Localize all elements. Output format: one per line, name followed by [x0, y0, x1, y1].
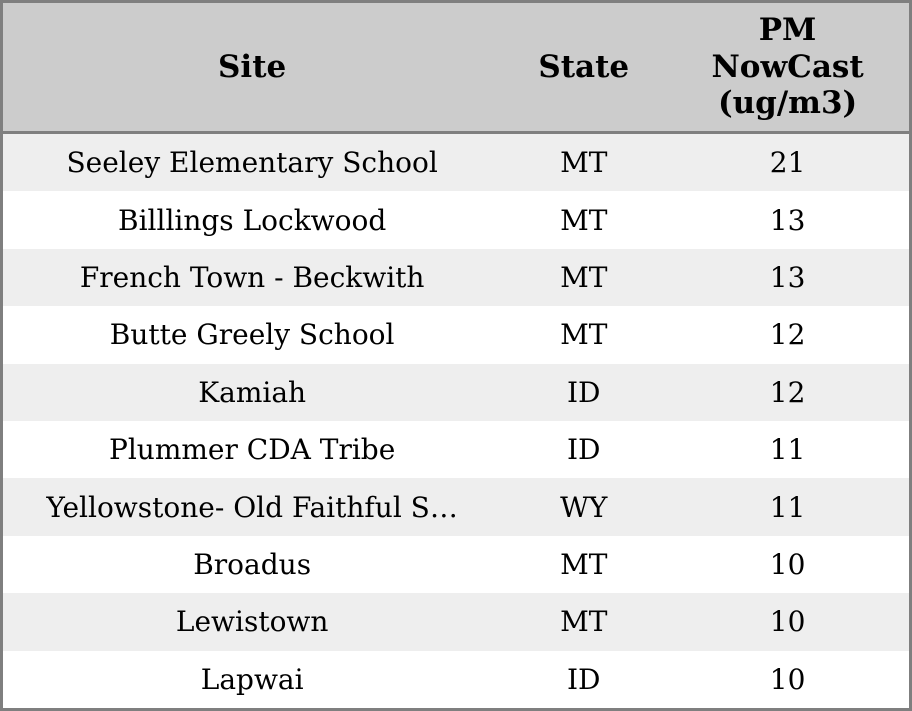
- state-cell: MT: [560, 548, 608, 582]
- table-row: [3, 421, 909, 478]
- site-cell: Plummer CDA Tribe: [109, 433, 396, 467]
- site-cell: Kamiah: [198, 375, 307, 409]
- header-state: [501, 49, 666, 86]
- table-body: [3, 134, 909, 708]
- table-row: [3, 306, 909, 363]
- pm-value-cell: 11: [769, 490, 806, 524]
- state-cell: ID: [566, 433, 601, 467]
- pm-value-cell: 21: [769, 146, 806, 180]
- site-cell: Lapwai: [200, 662, 304, 696]
- table-header-row: [3, 3, 909, 134]
- site-cell: Seeley Elementary School: [66, 146, 438, 180]
- state-cell: ID: [566, 662, 601, 696]
- pm-value-cell: 10: [769, 548, 806, 582]
- pm-value-cell: 13: [769, 203, 806, 237]
- state-cell: MT: [560, 318, 608, 352]
- header-state-label: State: [538, 48, 630, 85]
- site-cell: Lewistown: [175, 605, 329, 639]
- site-cell: Broadus: [193, 548, 312, 582]
- state-cell: MT: [560, 146, 608, 180]
- table-row: [3, 593, 909, 650]
- state-cell: ID: [566, 375, 601, 409]
- site-cell: Yellowstone- Old Faithful S…: [46, 490, 458, 524]
- table-row: [3, 651, 909, 708]
- site-cell: French Town - Beckwith: [79, 261, 425, 295]
- state-cell: MT: [560, 203, 608, 237]
- site-cell: Billlings Lockwood: [118, 203, 387, 237]
- header-site: [3, 49, 501, 86]
- state-cell: MT: [560, 605, 608, 639]
- pm-value-cell: 10: [769, 605, 806, 639]
- pm-value-cell: 12: [769, 318, 806, 352]
- site-cell: Butte Greely School: [109, 318, 395, 352]
- pm-value-cell: 11: [769, 433, 806, 467]
- pm-value-cell: 12: [769, 375, 806, 409]
- state-cell: MT: [560, 261, 608, 295]
- table-row: [3, 249, 909, 306]
- table-row: [3, 478, 909, 535]
- header-pm-nowcast: [666, 12, 909, 122]
- pm-value-cell: 10: [769, 662, 806, 696]
- header-site-label: Site: [218, 48, 287, 85]
- pm-value-cell: 13: [769, 261, 806, 295]
- state-cell: WY: [560, 490, 608, 524]
- table-row: [3, 134, 909, 191]
- table-row: [3, 536, 909, 593]
- table-row: [3, 364, 909, 421]
- header-pm-nowcast-label: PM NowCast (ug/m3): [711, 12, 864, 122]
- table-row: [3, 191, 909, 248]
